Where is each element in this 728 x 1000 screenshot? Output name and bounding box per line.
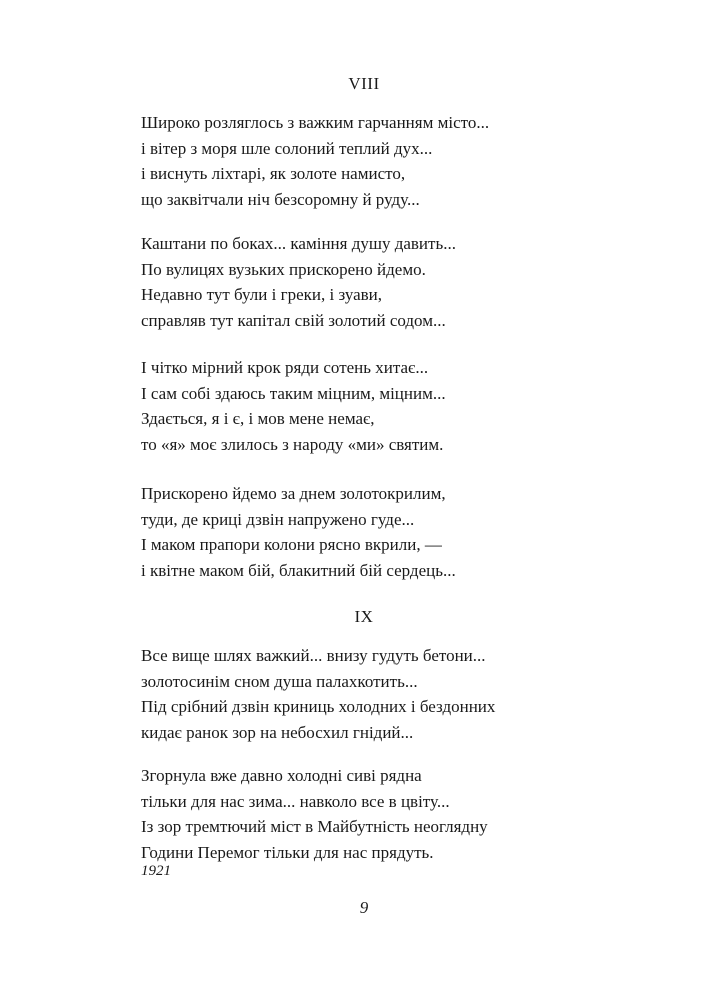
stanza: [141, 110, 621, 212]
poem-line: і квітне маком бій, блакитний бій сердець...: [141, 560, 456, 580]
stanza: [141, 763, 621, 865]
stanza: [141, 231, 621, 333]
poem-line: Здається, я і є, і мов мене немає,: [141, 409, 375, 428]
poem-line: І сам собі здаюсь таким міцним, міцним...: [141, 383, 446, 403]
poem-line: то «я» моє злилось з народу «ми» святим.: [141, 434, 444, 454]
poem-line: і виснуть ліхтарі, як золоте намисто,: [141, 164, 406, 183]
poem-line: Все вище шлях важкий... внизу гудуть бетони...: [141, 646, 486, 665]
poem-line: що заквітчали ніч безсоромну й руду...: [141, 189, 420, 209]
poem-line: кидає ранок зор на небосхил гнідий...: [141, 722, 414, 742]
poem-line: тільки для нас зима... навколо все в цвіту...: [141, 791, 450, 811]
poem-line: Згорнула вже давно холодні сиві рядна: [141, 766, 422, 785]
poem-line: І маком прапори колони рясно вкрили, —: [141, 535, 442, 554]
section-heading-viii: VIII: [348, 74, 380, 93]
poem-line: По вулицях вузьких прискорено йдемо.: [141, 259, 426, 279]
poem-line: і вітер з моря шле солоний теплий дух...: [141, 138, 433, 158]
page-number: 9: [359, 898, 369, 917]
poem-line: І чітко мірний крок ряди сотень хитає...: [141, 358, 429, 377]
poem-line: справляв тут капітал свій золотий содом...: [141, 310, 446, 330]
stanza: [141, 481, 621, 583]
section-heading-ix: IX: [354, 607, 374, 626]
poem-line: Прискорено йдемо за днем золотокрилим,: [141, 484, 446, 503]
poem-line: Під срібний дзвін криниць холодних і бездонних: [141, 697, 496, 716]
stanza: [141, 355, 621, 457]
poem-line: туди, де криці дзвін напружено гуде...: [141, 509, 415, 529]
poem-line: золотосинім сном душа палахкотить...: [141, 671, 418, 691]
poem-line: Недавно тут були і греки, і зуави,: [141, 285, 383, 304]
poem-line: Години Перемог тільки для нас прядуть.: [141, 842, 434, 862]
poem-line: Широко розляглось з важким гарчанням місто...: [141, 113, 490, 132]
poem-date: 1921: [141, 863, 171, 879]
poem-line: Каштани по боках... каміння душу давить...: [141, 234, 456, 253]
stanza: [141, 643, 621, 745]
poem-line: Із зор тремтючий міст в Майбутність неоглядну: [141, 817, 488, 836]
